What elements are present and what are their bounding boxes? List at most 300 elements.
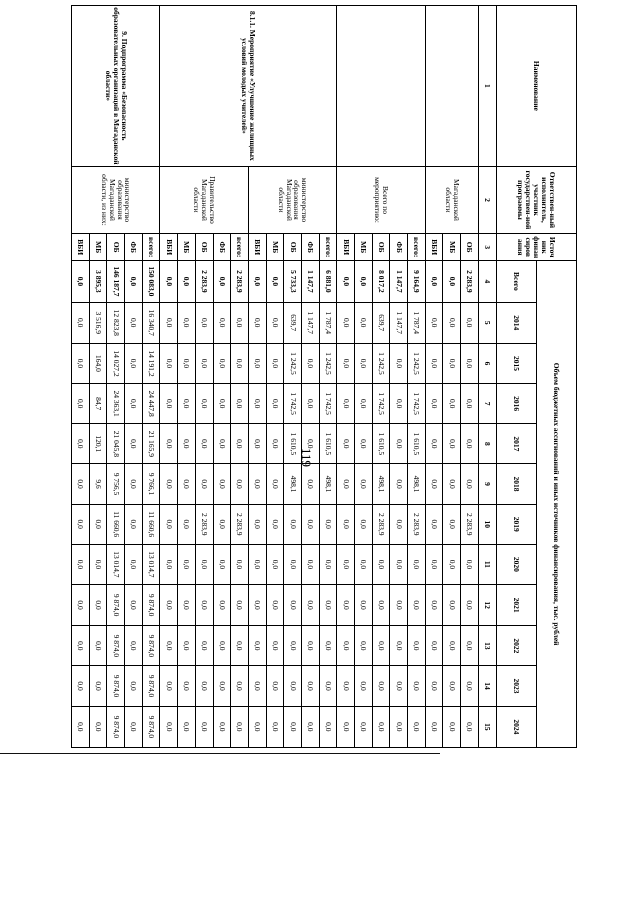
value-cell: 0,0 — [425, 626, 443, 666]
column-number-cell: 11 — [478, 544, 496, 584]
source-cell: МБ — [266, 234, 284, 261]
source-cell: ОБ — [284, 234, 302, 261]
value-cell: 0,0 — [443, 424, 461, 464]
source-cell: всего: — [408, 234, 426, 261]
total-cell: 0,0 — [248, 261, 266, 302]
value-cell: 0,0 — [195, 464, 213, 504]
value-cell: 0,0 — [443, 706, 461, 747]
value-cell: 9 874,0 — [107, 666, 125, 706]
value-cell: 0,0 — [461, 584, 479, 625]
value-cell: 1 147,7 — [390, 302, 408, 343]
value-cell: 0,0 — [266, 666, 284, 706]
value-cell: 0,0 — [372, 666, 390, 706]
value-cell: 0,0 — [425, 343, 443, 383]
source-cell: всего: — [142, 234, 160, 261]
value-cell: 0,0 — [319, 544, 337, 584]
header-year: 2017 — [496, 424, 536, 464]
value-cell: 0,0 — [72, 343, 90, 383]
value-cell: 0,0 — [355, 584, 373, 625]
value-cell: 0,0 — [408, 626, 426, 666]
executor-cell: Правительство Магаданской области — [160, 166, 248, 233]
value-cell: 0,0 — [231, 666, 249, 706]
source-cell: ВБИ — [72, 234, 90, 261]
total-cell: 3 895,3 — [89, 261, 107, 302]
value-cell: 0,0 — [125, 343, 143, 383]
source-cell: МБ — [89, 234, 107, 261]
value-cell: 0,0 — [337, 424, 355, 464]
value-cell: 0,0 — [160, 706, 178, 747]
total-cell: 0,0 — [266, 261, 284, 302]
value-cell: 0,0 — [390, 424, 408, 464]
executor-cell: Всего по мероприятию: — [337, 166, 425, 233]
value-cell: 0,0 — [461, 424, 479, 464]
value-cell: 0,0 — [160, 464, 178, 504]
value-cell: 84,7 — [89, 384, 107, 424]
value-cell: 0,0 — [248, 384, 266, 424]
header-name: Наименование — [496, 6, 576, 167]
value-cell: 0,0 — [160, 343, 178, 383]
value-cell: 24 363,1 — [107, 384, 125, 424]
header-year: 2020 — [496, 544, 536, 584]
value-cell: 0,0 — [425, 424, 443, 464]
value-cell: 0,0 — [266, 424, 284, 464]
value-cell: 498,1 — [372, 464, 390, 504]
column-number-cell: 1 — [478, 6, 496, 167]
value-cell: 0,0 — [355, 464, 373, 504]
value-cell: 0,0 — [248, 666, 266, 706]
value-cell: 0,0 — [337, 626, 355, 666]
column-number-cell: 15 — [478, 706, 496, 747]
total-cell: 0,0 — [125, 261, 143, 302]
value-cell: 0,0 — [213, 666, 231, 706]
value-cell: 0,0 — [461, 464, 479, 504]
header-year: 2023 — [496, 666, 536, 706]
header-year: 2016 — [496, 384, 536, 424]
value-cell: 14 191,2 — [142, 343, 160, 383]
source-cell: ВБИ — [337, 234, 355, 261]
value-cell: 0,0 — [213, 584, 231, 625]
total-cell: 0,0 — [425, 261, 443, 302]
value-cell: 0,0 — [425, 504, 443, 544]
value-cell: 0,0 — [266, 626, 284, 666]
value-cell: 0,0 — [425, 706, 443, 747]
column-number-cell: 14 — [478, 666, 496, 706]
value-cell: 3 516,9 — [89, 302, 107, 343]
value-cell: 0,0 — [443, 343, 461, 383]
value-cell: 0,0 — [248, 424, 266, 464]
value-cell: 1 742,5 — [372, 384, 390, 424]
value-cell: 0,0 — [284, 666, 302, 706]
value-cell: 0,0 — [443, 384, 461, 424]
total-cell: 146 187,7 — [107, 261, 125, 302]
value-cell: 0,0 — [213, 302, 231, 343]
value-cell: 1 787,4 — [408, 302, 426, 343]
table-row — [142, 6, 160, 748]
value-cell: 0,0 — [195, 424, 213, 464]
value-cell: 0,0 — [195, 544, 213, 584]
value-cell: 16 340,7 — [142, 302, 160, 343]
value-cell: 0,0 — [248, 504, 266, 544]
value-cell: 0,0 — [390, 706, 408, 747]
value-cell: 0,0 — [372, 544, 390, 584]
value-cell: 0,0 — [284, 504, 302, 544]
value-cell: 0,0 — [301, 584, 319, 625]
value-cell: 0,0 — [443, 544, 461, 584]
value-cell: 0,0 — [72, 424, 90, 464]
value-cell: 0,0 — [337, 666, 355, 706]
value-cell: 0,0 — [178, 424, 196, 464]
value-cell: 0,0 — [266, 504, 284, 544]
total-cell: 8 017,2 — [372, 261, 390, 302]
source-cell: ФБ — [390, 234, 408, 261]
header-year: 2022 — [496, 626, 536, 666]
column-number-cell: 6 — [478, 343, 496, 383]
value-cell: 0,0 — [355, 424, 373, 464]
header-funding: Объем бюджетных ассигнований и иных источников финансирования, тыс. рублей — [536, 261, 576, 748]
value-cell: 13 014,7 — [142, 544, 160, 584]
value-cell: 0,0 — [266, 706, 284, 747]
value-cell: 1 742,5 — [319, 384, 337, 424]
value-cell: 0,0 — [125, 424, 143, 464]
value-cell: 0,0 — [461, 666, 479, 706]
header-source: Источ ник финан сиров ания — [496, 234, 576, 261]
value-cell: 0,0 — [125, 544, 143, 584]
value-cell: 0,0 — [461, 302, 479, 343]
value-cell: 0,0 — [266, 384, 284, 424]
value-cell: 0,0 — [125, 706, 143, 747]
header-year: 2019 — [496, 504, 536, 544]
value-cell: 0,0 — [72, 666, 90, 706]
value-cell: 0,0 — [408, 584, 426, 625]
source-cell: всего: — [319, 234, 337, 261]
source-cell: ВБИ — [160, 234, 178, 261]
value-cell: 0,0 — [160, 666, 178, 706]
value-cell: 0,0 — [248, 584, 266, 625]
total-cell: 0,0 — [178, 261, 196, 302]
value-cell: 0,0 — [461, 343, 479, 383]
header-year: 2024 — [496, 706, 536, 747]
row-name-cell — [337, 6, 425, 167]
value-cell: 0,0 — [231, 302, 249, 343]
total-cell: 0,0 — [213, 261, 231, 302]
value-cell: 0,0 — [337, 464, 355, 504]
value-cell: 0,0 — [248, 343, 266, 383]
value-cell: 21 045,8 — [107, 424, 125, 464]
value-cell: 0,0 — [72, 384, 90, 424]
total-cell: 0,0 — [72, 261, 90, 302]
value-cell: 0,0 — [319, 504, 337, 544]
total-cell: 2 283,9 — [195, 261, 213, 302]
value-cell: 14 027,2 — [107, 343, 125, 383]
value-cell: 0,0 — [231, 544, 249, 584]
source-cell: ФБ — [125, 234, 143, 261]
value-cell: 0,0 — [160, 544, 178, 584]
value-cell: 0,0 — [408, 666, 426, 706]
value-cell: 0,0 — [178, 384, 196, 424]
header-year: 2021 — [496, 584, 536, 625]
value-cell: 0,0 — [195, 302, 213, 343]
total-cell: 1 147,7 — [301, 261, 319, 302]
table-row — [319, 6, 337, 748]
value-cell: 0,0 — [195, 584, 213, 625]
value-cell: 1 610,5 — [319, 424, 337, 464]
value-cell: 0,0 — [372, 706, 390, 747]
value-cell: 0,0 — [178, 464, 196, 504]
value-cell: 0,0 — [195, 666, 213, 706]
value-cell: 0,0 — [231, 343, 249, 383]
value-cell: 0,0 — [301, 706, 319, 747]
value-cell: 0,0 — [337, 544, 355, 584]
value-cell: 0,0 — [390, 384, 408, 424]
value-cell: 9 874,0 — [107, 584, 125, 625]
table-row — [461, 6, 479, 748]
value-cell: 639,7 — [372, 302, 390, 343]
source-cell: ОБ — [107, 234, 125, 261]
value-cell: 0,0 — [248, 626, 266, 666]
value-cell: 0,0 — [390, 343, 408, 383]
value-cell: 0,0 — [461, 626, 479, 666]
column-number-cell: 2 — [478, 166, 496, 233]
value-cell: 1 787,4 — [319, 302, 337, 343]
value-cell: 0,0 — [231, 584, 249, 625]
value-cell: 0,0 — [89, 666, 107, 706]
value-cell: 1 742,5 — [408, 384, 426, 424]
value-cell: 0,0 — [355, 384, 373, 424]
value-cell: 0,0 — [372, 626, 390, 666]
value-cell: 639,7 — [284, 302, 302, 343]
total-cell: 150 083,0 — [142, 261, 160, 302]
value-cell: 9 874,0 — [142, 584, 160, 625]
value-cell: 0,0 — [178, 343, 196, 383]
header-year: 2014 — [496, 302, 536, 343]
value-cell: 0,0 — [178, 302, 196, 343]
rotated-table-container — [71, 5, 577, 748]
value-cell: 0,0 — [213, 464, 231, 504]
value-cell: 1 147,7 — [301, 302, 319, 343]
row-name-cell: 9. Подпрограмма «Безопасность образовательных организаций в Магаданской области» — [72, 6, 160, 167]
value-cell: 0,0 — [178, 666, 196, 706]
value-cell: 0,0 — [390, 666, 408, 706]
value-cell: 0,0 — [355, 504, 373, 544]
value-cell: 9 766,1 — [142, 464, 160, 504]
value-cell: 0,0 — [89, 706, 107, 747]
value-cell: 498,1 — [408, 464, 426, 504]
value-cell: 0,0 — [195, 343, 213, 383]
value-cell: 0,0 — [408, 544, 426, 584]
value-cell: 0,0 — [301, 504, 319, 544]
value-cell: 0,0 — [231, 626, 249, 666]
value-cell: 0,0 — [284, 706, 302, 747]
value-cell: 0,0 — [178, 626, 196, 666]
source-cell: ФБ — [301, 234, 319, 261]
value-cell: 498,1 — [284, 464, 302, 504]
value-cell: 0,0 — [443, 666, 461, 706]
row-name-cell: 8.1.1. Мероприятие «Улучшение жилищных условий молодых учителей» — [160, 6, 337, 167]
value-cell: 0,0 — [266, 544, 284, 584]
total-cell: 0,0 — [355, 261, 373, 302]
value-cell: 164,0 — [89, 343, 107, 383]
value-cell: 0,0 — [443, 504, 461, 544]
value-cell: 11 660,6 — [142, 504, 160, 544]
total-cell: 6 881,0 — [319, 261, 337, 302]
value-cell: 0,0 — [231, 424, 249, 464]
value-cell: 0,0 — [443, 626, 461, 666]
value-cell: 0,0 — [213, 544, 231, 584]
source-cell: ВБИ — [248, 234, 266, 261]
value-cell: 0,0 — [213, 384, 231, 424]
value-cell: 0,0 — [266, 464, 284, 504]
value-cell: 0,0 — [248, 544, 266, 584]
value-cell: 0,0 — [443, 464, 461, 504]
value-cell: 0,0 — [125, 626, 143, 666]
value-cell: 0,0 — [72, 504, 90, 544]
value-cell: 0,0 — [284, 626, 302, 666]
value-cell: 0,0 — [355, 706, 373, 747]
column-number-cell: 13 — [478, 626, 496, 666]
total-cell: 5 733,3 — [284, 261, 302, 302]
value-cell: 0,0 — [266, 302, 284, 343]
value-cell: 0,0 — [443, 584, 461, 625]
value-cell: 0,0 — [390, 464, 408, 504]
value-cell: 120,1 — [89, 424, 107, 464]
value-cell: 0,0 — [301, 666, 319, 706]
value-cell: 0,0 — [72, 464, 90, 504]
value-cell: 0,0 — [390, 544, 408, 584]
value-cell: 0,0 — [89, 504, 107, 544]
value-cell: 0,0 — [195, 706, 213, 747]
value-cell: 1 610,5 — [284, 424, 302, 464]
value-cell: 0,0 — [72, 706, 90, 747]
value-cell: 0,0 — [425, 384, 443, 424]
header-year: 2015 — [496, 343, 536, 383]
value-cell: 0,0 — [72, 544, 90, 584]
total-cell: 0,0 — [337, 261, 355, 302]
value-cell: 2 283,9 — [372, 504, 390, 544]
value-cell: 0,0 — [125, 464, 143, 504]
value-cell: 0,0 — [425, 584, 443, 625]
value-cell: 0,0 — [355, 626, 373, 666]
value-cell: 0,0 — [248, 302, 266, 343]
value-cell: 0,0 — [160, 424, 178, 464]
value-cell: 2 283,9 — [231, 504, 249, 544]
value-cell: 0,0 — [461, 384, 479, 424]
value-cell: 0,0 — [355, 343, 373, 383]
value-cell: 9 874,0 — [107, 626, 125, 666]
value-cell: 0,0 — [301, 464, 319, 504]
value-cell: 24 447,8 — [142, 384, 160, 424]
column-number-cell: 9 — [478, 464, 496, 504]
source-cell: ОБ — [195, 234, 213, 261]
value-cell: 0,0 — [213, 706, 231, 747]
source-cell: ОБ — [372, 234, 390, 261]
value-cell: 0,0 — [337, 584, 355, 625]
value-cell: 0,0 — [231, 384, 249, 424]
value-cell: 1 242,5 — [372, 343, 390, 383]
value-cell: 0,0 — [284, 544, 302, 584]
value-cell: 0,0 — [231, 464, 249, 504]
header-total: Всего — [496, 261, 536, 302]
value-cell: 0,0 — [125, 584, 143, 625]
value-cell: 0,0 — [390, 504, 408, 544]
value-cell: 2 283,9 — [408, 504, 426, 544]
value-cell: 0,0 — [372, 584, 390, 625]
value-cell: 0,0 — [425, 544, 443, 584]
value-cell: 9 756,5 — [107, 464, 125, 504]
value-cell: 12 823,8 — [107, 302, 125, 343]
value-cell: 0,0 — [337, 302, 355, 343]
value-cell: 2 283,9 — [461, 504, 479, 544]
value-cell: 0,0 — [319, 584, 337, 625]
total-cell: 1 147,7 — [390, 261, 408, 302]
value-cell: 0,0 — [443, 302, 461, 343]
value-cell: 0,0 — [125, 666, 143, 706]
header-year: 2018 — [496, 464, 536, 504]
column-number-row — [478, 6, 496, 748]
value-cell: 0,0 — [178, 706, 196, 747]
column-number-cell: 3 — [478, 234, 496, 261]
executor-cell: министерство образования Магаданской области — [248, 166, 336, 233]
value-cell: 0,0 — [160, 302, 178, 343]
value-cell: 9,6 — [89, 464, 107, 504]
value-cell: 0,0 — [160, 626, 178, 666]
column-number-cell: 7 — [478, 384, 496, 424]
value-cell: 0,0 — [213, 424, 231, 464]
value-cell: 0,0 — [160, 504, 178, 544]
source-cell: МБ — [355, 234, 373, 261]
budget-table — [71, 5, 577, 748]
value-cell: 0,0 — [72, 626, 90, 666]
total-cell: 9 164,9 — [408, 261, 426, 302]
value-cell: 1 242,5 — [319, 343, 337, 383]
value-cell: 9 874,0 — [142, 666, 160, 706]
source-cell: всего: — [231, 234, 249, 261]
source-cell: МБ — [178, 234, 196, 261]
value-cell: 0,0 — [301, 626, 319, 666]
value-cell: 0,0 — [125, 384, 143, 424]
source-cell: ФБ — [213, 234, 231, 261]
value-cell: 0,0 — [89, 626, 107, 666]
total-cell: 2 283,9 — [461, 261, 479, 302]
column-number-cell: 4 — [478, 261, 496, 302]
table-row — [408, 6, 426, 748]
header-row — [536, 6, 576, 748]
column-number-cell: 12 — [478, 584, 496, 625]
value-cell: 0,0 — [195, 384, 213, 424]
value-cell: 0,0 — [125, 302, 143, 343]
value-cell: 0,0 — [319, 706, 337, 747]
value-cell: 0,0 — [89, 584, 107, 625]
value-cell: 0,0 — [195, 626, 213, 666]
value-cell: 0,0 — [390, 584, 408, 625]
value-cell: 21 165,9 — [142, 424, 160, 464]
value-cell: 0,0 — [178, 584, 196, 625]
value-cell: 0,0 — [337, 504, 355, 544]
value-cell: 0,0 — [213, 504, 231, 544]
column-number-cell: 5 — [478, 302, 496, 343]
value-cell: 1 610,5 — [408, 424, 426, 464]
value-cell: 0,0 — [248, 706, 266, 747]
footer-rule — [0, 753, 440, 754]
value-cell: 0,0 — [266, 584, 284, 625]
value-cell: 0,0 — [319, 626, 337, 666]
value-cell: 2 283,9 — [195, 504, 213, 544]
header-executor: Ответствен-ный исполнитель, участник государствен-ной программы — [496, 166, 576, 233]
value-cell: 0,0 — [72, 302, 90, 343]
total-cell: 0,0 — [443, 261, 461, 302]
value-cell: 0,0 — [461, 706, 479, 747]
value-cell: 0,0 — [301, 544, 319, 584]
value-cell: 0,0 — [425, 666, 443, 706]
